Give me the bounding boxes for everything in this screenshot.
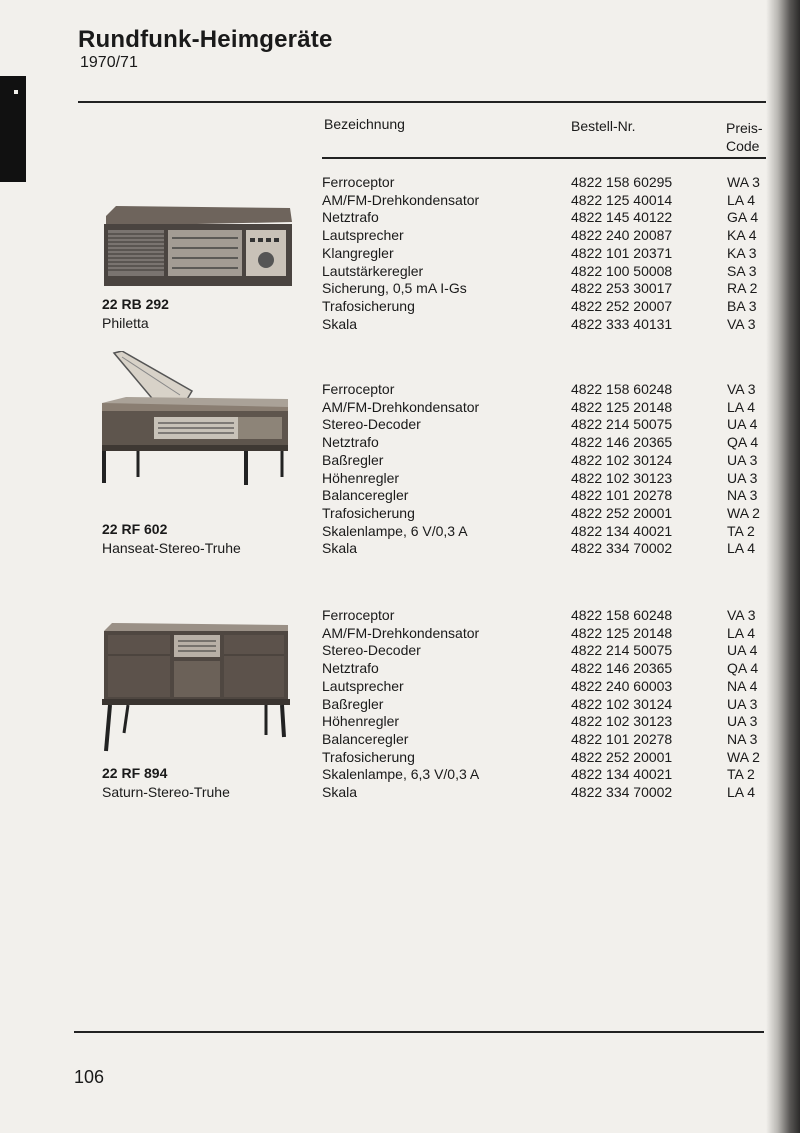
- part-name: Klangregler: [322, 244, 394, 261]
- part-number: 4822 240 60003: [571, 677, 673, 694]
- list-item: [0, 316, 770, 334]
- list-item: [0, 434, 770, 452]
- part-number: 4822 102 30124: [571, 695, 673, 712]
- model-name: Saturn-Stereo-Truhe: [102, 784, 230, 800]
- list-item: [0, 731, 770, 749]
- price-code: RA 2: [727, 280, 758, 297]
- column-header-price-code-line1: Preis-: [726, 120, 763, 136]
- top-rule: [78, 101, 766, 103]
- part-name: Baßregler: [322, 695, 384, 712]
- price-code: TA 2: [727, 522, 755, 539]
- list-item: [0, 523, 770, 541]
- part-name: AM/FM-Drehkondensator: [322, 624, 480, 641]
- price-code: LA 4: [727, 784, 756, 800]
- list-item: [0, 607, 770, 625]
- price-code: LA 4: [727, 624, 756, 641]
- list-item: [0, 192, 770, 210]
- part-number: 4822 145 40122: [571, 209, 673, 226]
- part-name: Skala: [322, 784, 358, 800]
- list-item: [0, 399, 770, 417]
- list-item: [0, 766, 770, 784]
- part-number: 4822 334 70002: [571, 784, 673, 800]
- part-name: Lautsprecher: [322, 227, 404, 244]
- part-number: 4822 102 30123: [571, 713, 673, 730]
- price-code: LA 4: [727, 540, 756, 557]
- price-code: KA 3: [727, 244, 757, 261]
- part-number: 4822 101 20371: [571, 244, 673, 261]
- page-title: Rundfunk-Heimgeräte: [78, 26, 333, 53]
- part-number: 4822 240 20087: [571, 227, 673, 244]
- part-number: 4822 252 20001: [571, 748, 673, 765]
- part-name: Sicherung, 0,5 mA I-Gs: [322, 280, 467, 297]
- price-code: VA 3: [727, 607, 756, 623]
- column-header-name: Bezeichnung: [324, 116, 405, 132]
- part-number: 4822 134 40021: [571, 766, 673, 783]
- footer-rule: [74, 1031, 764, 1033]
- list-item: [0, 749, 770, 767]
- part-name: Netztrafo: [322, 660, 379, 677]
- list-item: [0, 227, 770, 245]
- list-item: [0, 660, 770, 678]
- model-number: 22 RB 292: [102, 296, 169, 312]
- part-name: Netztrafo: [322, 434, 379, 451]
- part-name: Stereo-Decoder: [322, 642, 421, 659]
- price-code: UA 3: [727, 695, 758, 712]
- price-code: TA 2: [727, 766, 755, 783]
- part-name: Lautsprecher: [322, 677, 404, 694]
- model-name: Philetta: [102, 315, 149, 331]
- list-item: [0, 263, 770, 281]
- list-item: [0, 784, 770, 802]
- part-number: 4822 158 60248: [571, 607, 673, 623]
- part-name: AM/FM-Drehkondensator: [322, 191, 480, 208]
- list-item: [0, 245, 770, 263]
- price-code: UA 4: [727, 416, 758, 433]
- part-name: Baßregler: [322, 451, 384, 468]
- price-code: UA 3: [727, 469, 758, 486]
- price-code: WA 2: [727, 748, 760, 765]
- list-item: [0, 298, 770, 316]
- part-number: 4822 100 50008: [571, 262, 673, 279]
- price-code: WA 2: [727, 504, 760, 521]
- price-code: WA 3: [727, 174, 760, 190]
- model-number: 22 RF 602: [102, 521, 168, 537]
- list-item: [0, 678, 770, 696]
- price-code: KA 4: [727, 227, 757, 244]
- part-number: 4822 158 60248: [571, 381, 673, 397]
- part-name: Balanceregler: [322, 487, 409, 504]
- list-item: [0, 696, 770, 714]
- price-code: NA 3: [727, 730, 758, 747]
- list-item: [0, 470, 770, 488]
- model-number: 22 RF 894: [102, 765, 168, 781]
- list-item: [0, 452, 770, 470]
- part-name: Ferroceptor: [322, 607, 395, 623]
- register-tab-mark: [0, 76, 26, 182]
- price-code: UA 3: [727, 451, 758, 468]
- part-number: 4822 101 20278: [571, 487, 673, 504]
- part-number: 4822 125 20148: [571, 624, 673, 641]
- part-name: Netztrafo: [322, 209, 379, 226]
- part-name: Skala: [322, 540, 358, 557]
- price-code: BA 3: [727, 297, 757, 314]
- part-name: Trafosicherung: [322, 504, 415, 521]
- price-code: UA 3: [727, 713, 758, 730]
- price-code: GA 4: [727, 209, 759, 226]
- list-item: [0, 487, 770, 505]
- part-name: AM/FM-Drehkondensator: [322, 398, 480, 415]
- model-name: Hanseat-Stereo-Truhe: [102, 540, 241, 556]
- part-number: 4822 101 20278: [571, 730, 673, 747]
- part-number: 4822 214 50075: [571, 642, 673, 659]
- list-item: [0, 713, 770, 731]
- list-item: [0, 209, 770, 227]
- part-number: 4822 252 20001: [571, 504, 673, 521]
- list-item: [0, 642, 770, 660]
- column-header-price-code-line2: Code: [726, 138, 760, 154]
- price-code: NA 4: [727, 677, 758, 694]
- price-code: VA 3: [727, 381, 756, 397]
- part-name: Trafosicherung: [322, 297, 415, 314]
- page-edge-shadow: [766, 0, 800, 1133]
- part-number: 4822 146 20365: [571, 434, 673, 451]
- list-item: [0, 540, 770, 558]
- part-number: 4822 102 30124: [571, 451, 673, 468]
- list-item: [0, 505, 770, 523]
- part-number: 4822 333 40131: [571, 315, 673, 332]
- price-code: QA 4: [727, 660, 759, 677]
- part-name: Ferroceptor: [322, 174, 395, 190]
- part-name: Höhenregler: [322, 469, 400, 486]
- page-subtitle-year: 1970/71: [80, 54, 138, 71]
- price-code: LA 4: [727, 398, 756, 415]
- part-name: Höhenregler: [322, 713, 400, 730]
- price-code: QA 4: [727, 434, 759, 451]
- part-number: 4822 252 20007: [571, 297, 673, 314]
- part-name: Skala: [322, 315, 358, 332]
- list-item: [0, 174, 770, 192]
- part-number: 4822 102 30123: [571, 469, 673, 486]
- price-code: NA 3: [727, 487, 758, 504]
- page-number: 106: [74, 1067, 105, 1087]
- list-item: [0, 625, 770, 643]
- part-number: 4822 334 70002: [571, 540, 673, 557]
- part-number: 4822 158 60295: [571, 174, 673, 190]
- column-header-price-code: [726, 119, 763, 155]
- part-number: 4822 125 20148: [571, 398, 673, 415]
- part-name: Skalenlampe, 6 V/0,3 A: [322, 522, 468, 539]
- list-item: [0, 280, 770, 298]
- part-name: Lautstärkeregler: [322, 262, 424, 279]
- part-number: 4822 125 40014: [571, 191, 673, 208]
- part-number: 4822 146 20365: [571, 660, 673, 677]
- column-header-order-number: Bestell-Nr.: [571, 118, 636, 134]
- list-item: [0, 416, 770, 434]
- part-name: Trafosicherung: [322, 748, 415, 765]
- part-number: 4822 134 40021: [571, 522, 673, 539]
- price-code: SA 3: [727, 262, 757, 279]
- part-name: Skalenlampe, 6,3 V/0,3 A: [322, 766, 480, 783]
- price-code: LA 4: [727, 191, 756, 208]
- part-name: Ferroceptor: [322, 381, 395, 397]
- price-code: UA 4: [727, 642, 758, 659]
- part-name: Balanceregler: [322, 730, 409, 747]
- part-number: 4822 214 50075: [571, 416, 673, 433]
- header-rule: [322, 157, 766, 159]
- price-code: VA 3: [727, 315, 756, 332]
- list-item: [0, 381, 770, 399]
- part-name: Stereo-Decoder: [322, 416, 421, 433]
- part-number: 4822 253 30017: [571, 280, 673, 297]
